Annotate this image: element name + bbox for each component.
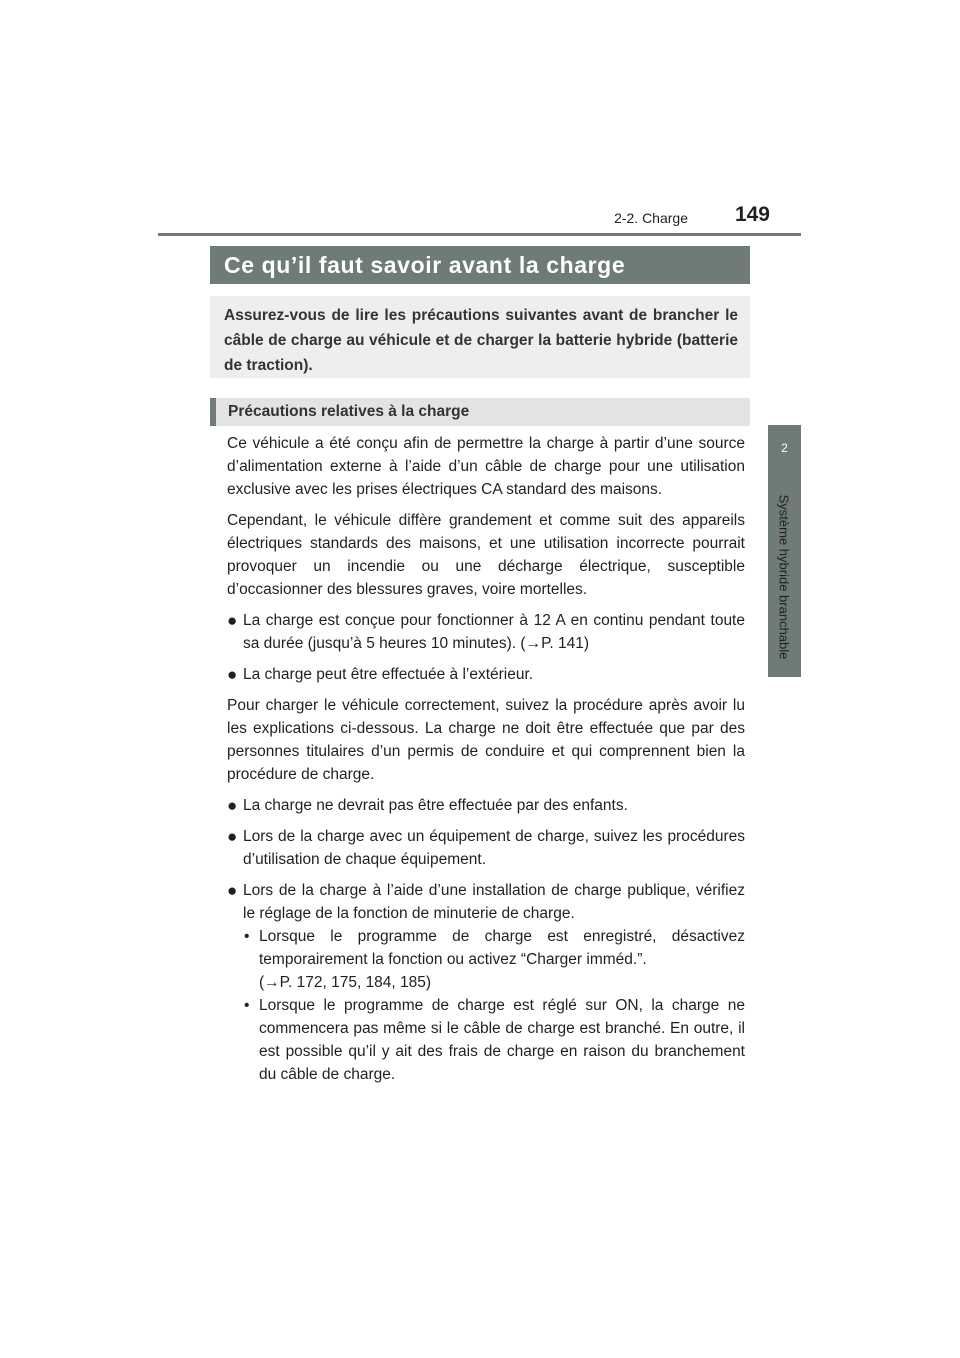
page-title-bar: [210, 246, 750, 284]
sub-bullet-item: [227, 994, 745, 1086]
header-rule: [158, 233, 801, 236]
section-label: 2-2. Charge: [614, 210, 688, 226]
bullet-text: La charge ne devrait pas être effectuée par des enfants.: [243, 797, 628, 814]
bullet-dot-icon: ●: [227, 665, 238, 684]
paragraph: Pour charger le véhicule correctement, suivez la procédure après avoir lu les explications ci-dessous. La charge ne doit être effectuée que par des personnes titulaires d’un permis de conduire et qui comprennent bien la procédure de charge.: [227, 697, 745, 783]
subheading-bar: [210, 398, 750, 426]
sub-bullet-item: [227, 925, 745, 994]
bullet-text: Lors de la charge avec un équipement de charge, suivez les procédures d’utilisation de chaque équipement.: [243, 828, 745, 868]
bullet-dot-icon: ●: [227, 881, 238, 900]
sub-bullet-text: Lorsque le programme de charge est enregistré, désactivez temporairement la fonction ou activez “Charger imméd.”.: [259, 928, 745, 968]
paragraph: Ce véhicule a été conçu afin de permettre la charge à partir d’une source d’alimentation externe à l’aide d’un câble de charge pour une utilisation exclusive avec les prises électriques CA standard des maisons.: [227, 435, 745, 498]
chapter-side-title: Système hybride branchable: [776, 494, 792, 660]
bullet-text: Lors de la charge à l’aide d’une installation de charge publique, vérifiez le réglage de la fonction de minuterie de charge.: [243, 882, 745, 922]
sub-bullet-dot-icon: •: [244, 997, 250, 1014]
bullet-dot-icon: ●: [227, 796, 238, 815]
page-title: Ce qu’il faut savoir avant la charge: [224, 251, 626, 278]
bullet-item: [227, 663, 745, 686]
sub-bullet-dot-icon: •: [244, 928, 250, 945]
subheading: Précautions relatives à la charge: [228, 403, 470, 420]
intro-box: [210, 296, 750, 378]
bullet-dot-icon: ●: [227, 611, 238, 630]
body-text: [227, 432, 745, 1086]
bullet-item: [227, 609, 745, 655]
bullet-item: [227, 825, 745, 871]
bullet-item: [227, 879, 745, 925]
page-number: 149: [734, 203, 770, 226]
chapter-number: 2: [781, 441, 788, 455]
paragraph: Cependant, le véhicule diffère grandement et comme suit des appareils électriques standards des maisons, et une utilisation incorrecte pourrait provoquer un incendie ou une décharge électrique, susceptible d’occasionner des blessures graves, voire mortelles.: [227, 512, 745, 598]
sub-bullet-text: Lorsque le programme de charge est réglé sur ON, la charge ne commencera pas même si le câble de charge est branché. En outre, il est possible qu’il y ait des frais de charge en raison du branchement du câble de charge.: [259, 997, 745, 1083]
intro-text: Assurez-vous de lire les précautions suivantes avant de brancher le câble de charge au véhicule et de charger la batterie hybride (batterie de traction).: [224, 307, 738, 374]
bullet-item: [227, 794, 745, 817]
bullet-text: La charge peut être effectuée à l’extérieur.: [243, 666, 534, 683]
page-reference: (→P. 172, 175, 184, 185): [259, 974, 432, 991]
bullet-dot-icon: ●: [227, 827, 238, 846]
bullet-text: La charge est conçue pour fonctionner à 12 A en continu pendant toute sa durée (jusqu’à 5 heures 10 minutes). (→P. 141): [243, 612, 745, 652]
